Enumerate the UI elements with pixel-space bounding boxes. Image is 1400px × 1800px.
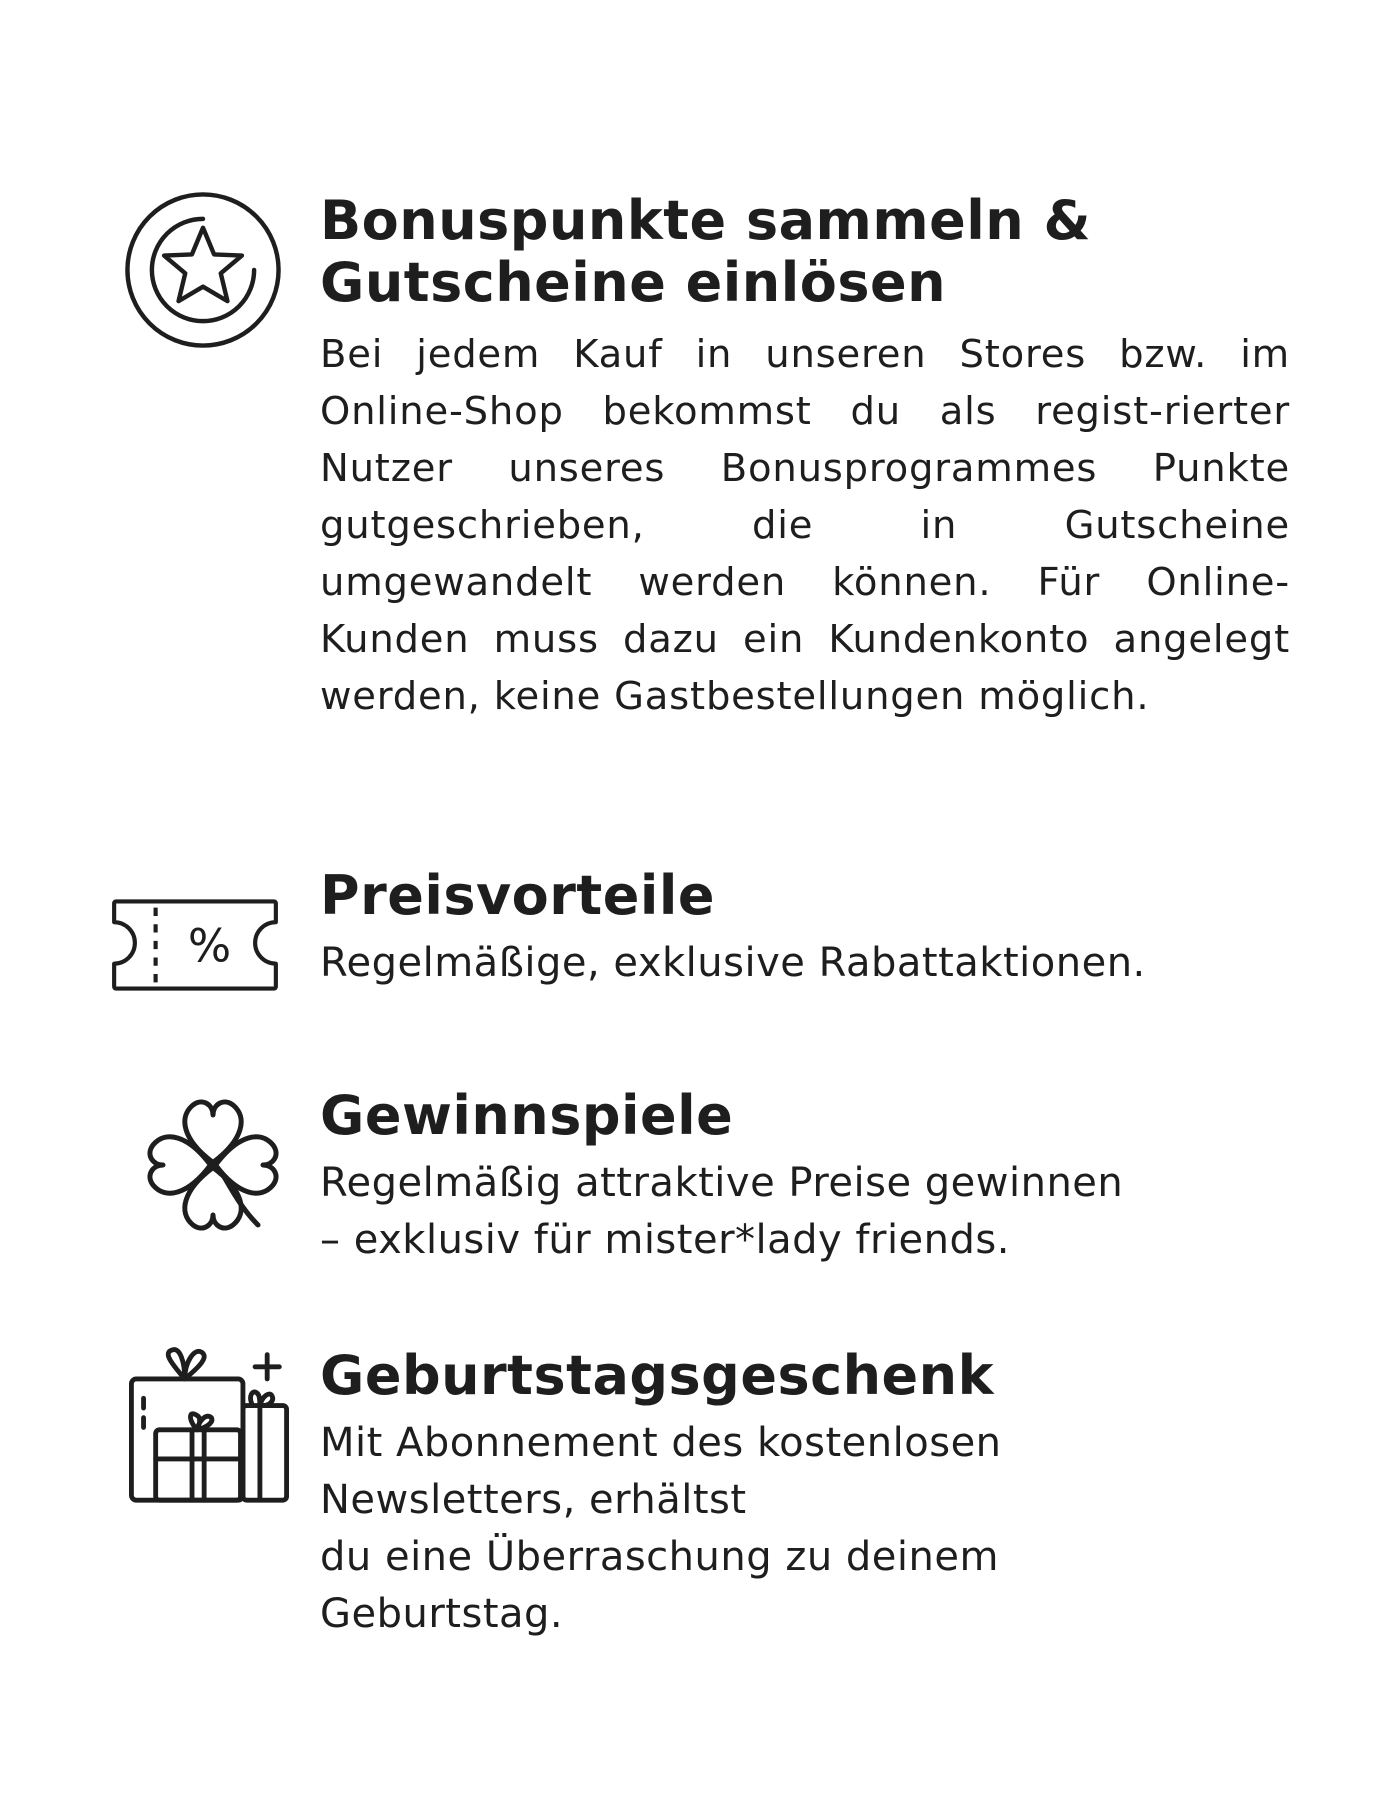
benefit-text <box>320 190 1290 725</box>
discount-ticket-icon <box>110 865 274 973</box>
benefit-title: Bonuspunkte sammeln & Gutscheine einlösen <box>320 189 1092 314</box>
benefit-text <box>320 1085 1290 1269</box>
benefit-description: Regelmäßig attraktive Preise gewinnen – exklusiv für mister*lady friends. <box>320 1160 1124 1263</box>
star-coin-icon <box>118 190 262 334</box>
benefit-text <box>320 865 1290 992</box>
benefit-text <box>320 1345 1290 1643</box>
clover-icon <box>128 1085 256 1213</box>
gift-boxes-icon <box>124 1345 260 1477</box>
benefit-description: Mit Abonnement des kostenlosen Newsletters, erhältst du eine Überraschung zu deinem Geburtstag. <box>320 1420 1002 1637</box>
benefit-title: Geburtstagsgeschenk <box>320 1344 995 1407</box>
benefit-title: Preisvorteile <box>320 864 715 927</box>
benefit-description: Bei jedem Kauf in unseren Stores bzw. im Online-Shop bekommst du als regist-rierter Nutzer unseres Bonusprogrammes Punkte gutgeschrieben, die in Gutscheine umgewandelt werden können. Für Online-Kunden muss dazu ein Kundenkonto angelegt werden, keine Gastbestellungen möglich. <box>320 332 1290 719</box>
benefit-description: Regelmäßige, exklusive Rabattaktionen. <box>320 940 1146 986</box>
ticket-percent-symbol: % <box>187 919 232 973</box>
benefit-title: Gewinnspiele <box>320 1084 734 1147</box>
